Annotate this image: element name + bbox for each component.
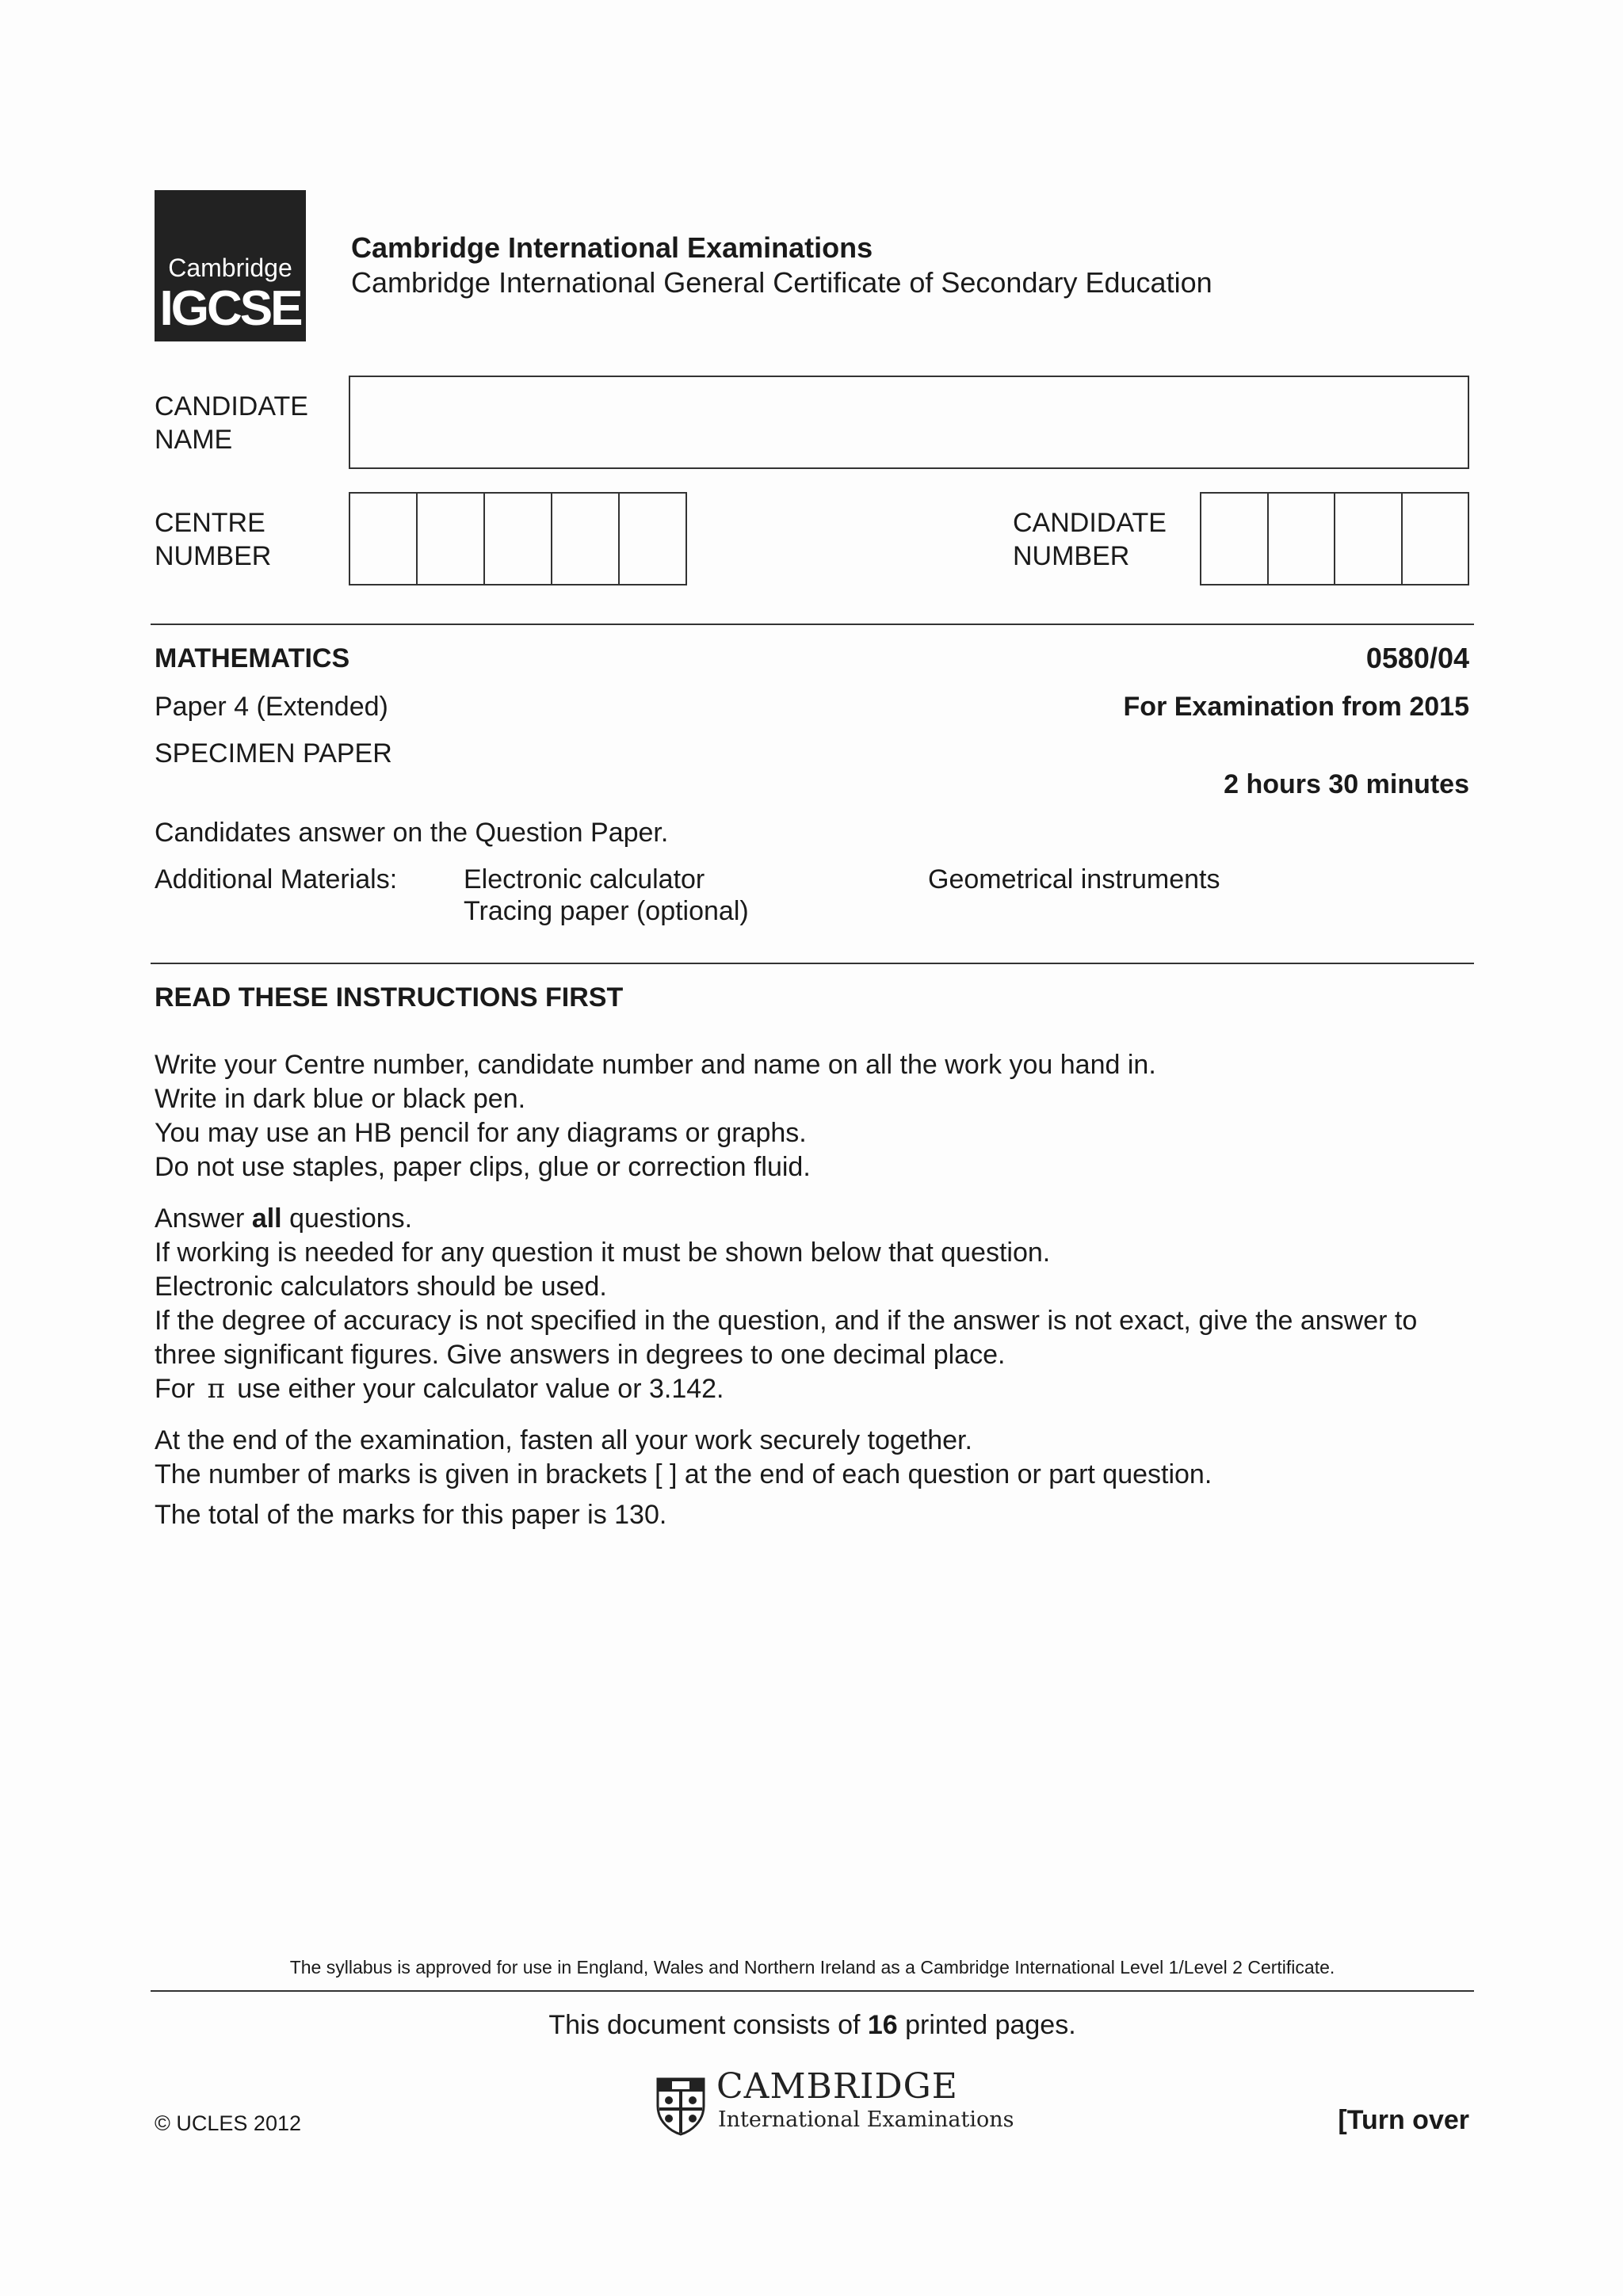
instructions-heading: READ THESE INSTRUCTIONS FIRST [155,982,624,1013]
instruction-line: three significant figures. Give answers in degrees to one decimal place. [155,1340,1006,1370]
duration: 2 hours 30 minutes [1224,769,1469,799]
cambridge-crest-icon [655,2074,707,2136]
cambridge-wordmark: CAMBRIDGE [716,2066,958,2107]
instruction-line: You may use an HB pencil for any diagrams or graphs. [155,1118,807,1148]
instruction-pi: For π use either your calculator value or 3.142. [155,1373,724,1405]
pi-symbol: π [207,1373,225,1405]
material-tracing-paper: Tracing paper (optional) [464,896,749,926]
instruction-line: Do not use staples, paper clips, glue or correction fluid. [155,1152,811,1182]
candidate-number-cell[interactable] [1335,494,1403,584]
material-calculator: Electronic calculator [464,864,705,894]
logo-text-igcse: IGCSE [159,281,301,336]
answer-on-paper: Candidates answer on the Question Paper. [155,818,669,848]
centre-number-cell[interactable] [485,494,552,584]
emphasis-all: all [251,1203,282,1234]
instruction-line: Write in dark blue or black pen. [155,1084,526,1114]
igcse-logo [155,190,306,341]
material-geometrical: Geometrical instruments [928,864,1220,894]
divider-footer [151,1990,1474,1992]
instruction-answer-all: Answer all questions. [155,1203,413,1234]
cambridge-subtitle: International Examinations [718,2107,1014,2132]
instructions-block [155,1048,1486,1532]
materials-label: Additional Materials: [155,864,398,894]
instruction-line: The total of the marks for this paper is 130. [155,1500,667,1530]
paper-code: 0580/04 [1365,642,1469,674]
divider-instructions [151,963,1474,964]
candidate-name-label-2: NAME [155,425,233,455]
candidate-number-cell[interactable] [1403,494,1468,584]
instruction-line: Write your Centre number, candidate number and name on all the work you hand in. [155,1050,1156,1080]
centre-number-cell[interactable] [620,494,685,584]
page-count: This document consists of 16 printed pages. [548,2010,1076,2040]
candidate-name-label-1: CANDIDATE [155,391,308,421]
instruction-line: If the degree of accuracy is not specified in the question, and if the answer is not exact, give the answer to [155,1306,1418,1336]
logo-text-cambridge: Cambridge [168,254,292,282]
centre-number-cell[interactable] [418,494,485,584]
candidate-name-field[interactable] [349,376,1469,469]
instruction-line: At the end of the examination, fasten all your work securely together. [155,1425,972,1455]
instruction-line: If working is needed for any question it must be shown below that question. [155,1238,1051,1268]
centre-number-boxes[interactable] [349,492,687,585]
qualification-title: Cambridge International General Certificate of Secondary Education [351,266,1212,299]
instruction-line: The number of marks is given in brackets [ ] at the end of each question or part question. [155,1459,1212,1489]
exam-from: For Examination from 2015 [1123,692,1469,722]
centre-number-cell[interactable] [552,494,620,584]
divider-top [151,624,1474,625]
subject-title: MATHEMATICS [155,643,350,673]
candidate-number-cell[interactable] [1201,494,1269,584]
instruction-line: Electronic calculators should be used. [155,1272,607,1302]
candidate-number-label-1: CANDIDATE [1013,508,1167,538]
exam-board: Cambridge International Examinations [351,231,873,264]
candidate-number-cell[interactable] [1269,494,1336,584]
candidate-number-boxes[interactable] [1200,492,1469,585]
syllabus-note: The syllabus is approved for use in England, Wales and Northern Ireland as a Cambridge International Level 1/Level 2 Certificate. [289,1957,1335,1978]
page-count-number: 16 [867,2010,898,2040]
centre-number-label-1: CENTRE [155,508,265,538]
paper-title: Paper 4 (Extended) [155,692,388,722]
copyright: © UCLES 2012 [155,2111,301,2135]
centre-number-label-2: NUMBER [155,541,272,571]
centre-number-cell[interactable] [350,494,418,584]
candidate-number-label-2: NUMBER [1013,541,1130,571]
paper-type: SPECIMEN PAPER [155,738,392,769]
turn-over: [Turn over [1338,2105,1469,2135]
